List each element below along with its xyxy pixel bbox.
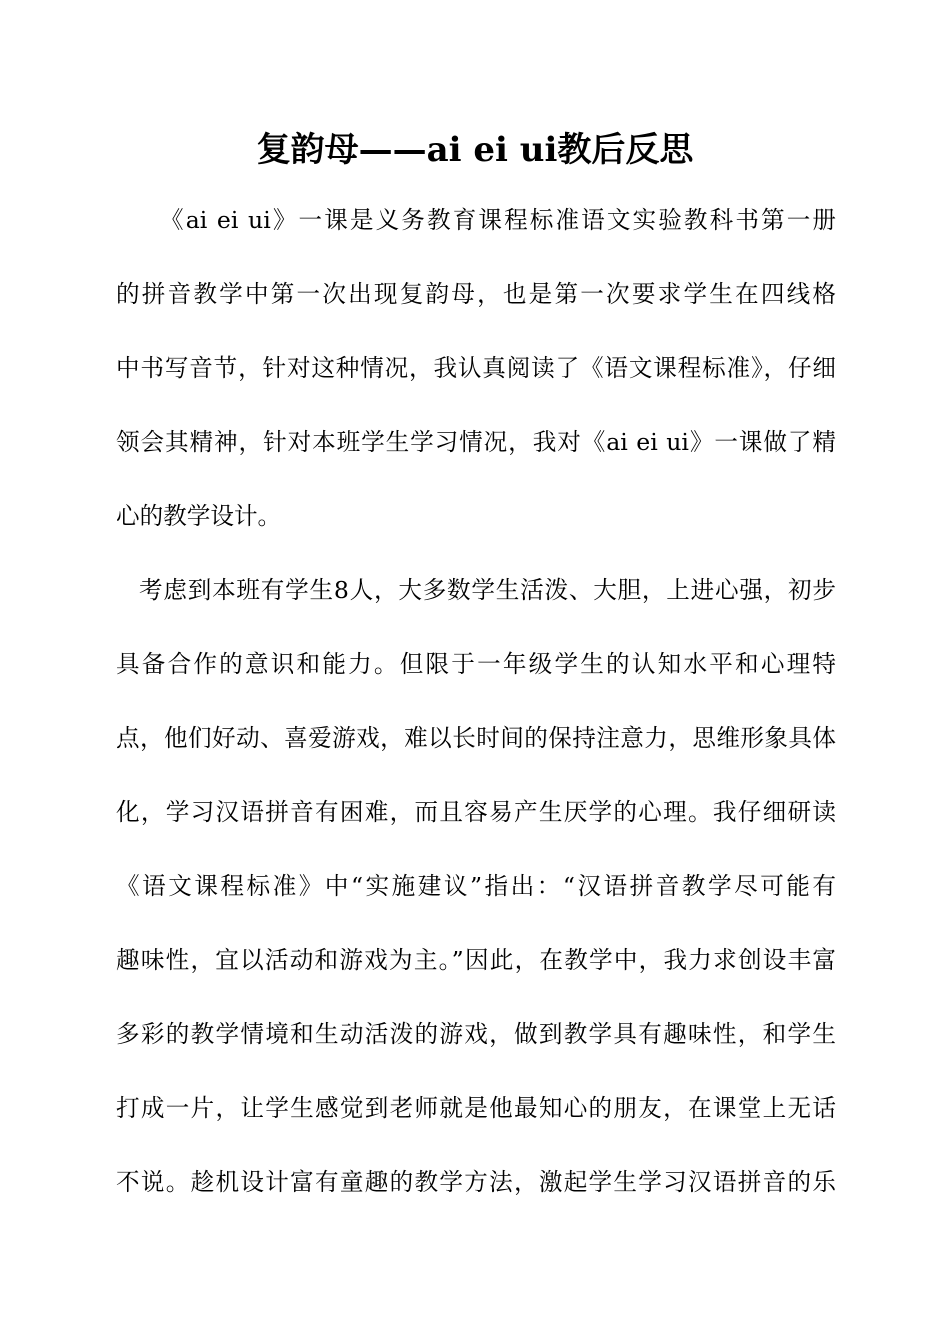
paragraph-1-line-3: 中书写音节，针对这种情况，我认真阅读了《语文课程标准》，仔细 bbox=[116, 354, 836, 382]
paragraph-2-line-8: 打成一片，让学生感觉到老师就是他最知心的朋友，在课堂上无话 bbox=[116, 1094, 836, 1122]
paragraph-2-line-7: 多彩的教学情境和生动活泼的游戏，做到教学具有趣味性，和学生 bbox=[116, 1020, 836, 1048]
paragraph-2-line-6: 趣味性，宜以活动和游戏为主。”因此，在教学中，我力求创设丰富 bbox=[116, 946, 836, 974]
paragraph-2-line-5: 《语文课程标准》中“实施建议”指出：“汉语拼音教学尽可能有 bbox=[116, 872, 836, 900]
paragraph-1-line-4: 领会其精神，针对本班学生学习情况，我对《ai ei ui》一课做了精 bbox=[116, 428, 836, 456]
paragraph-2-line-4: 化，学习汉语拼音有困难，而且容易产生厌学的心理。我仔细研读 bbox=[116, 798, 836, 826]
paragraph-1-line-1: 《ai ei ui》一课是义务教育课程标准语文实验教科书第一册 bbox=[160, 206, 836, 234]
paragraph-2-line-1: 考虑到本班有学生8人，大多数学生活泼、大胆，上进心强，初步 bbox=[139, 576, 836, 604]
paragraph-2-line-2: 具备合作的意识和能力。但限于一年级学生的认知水平和心理特 bbox=[116, 650, 836, 678]
paragraph-1-line-2: 的拼音教学中第一次出现复韵母，也是第一次要求学生在四线格 bbox=[116, 280, 836, 308]
paragraph-1-line-5: 心的教学设计。 bbox=[116, 502, 282, 530]
document-title: 复韵母——ai ei ui教后反思 bbox=[256, 130, 694, 170]
paragraph-2-line-9: 不说。趁机设计富有童趣的教学方法，激起学生学习汉语拼音的乐 bbox=[116, 1168, 836, 1196]
paragraph-2-line-3: 点，他们好动、喜爱游戏，难以长时间的保持注意力，思维形象具体 bbox=[116, 724, 836, 752]
